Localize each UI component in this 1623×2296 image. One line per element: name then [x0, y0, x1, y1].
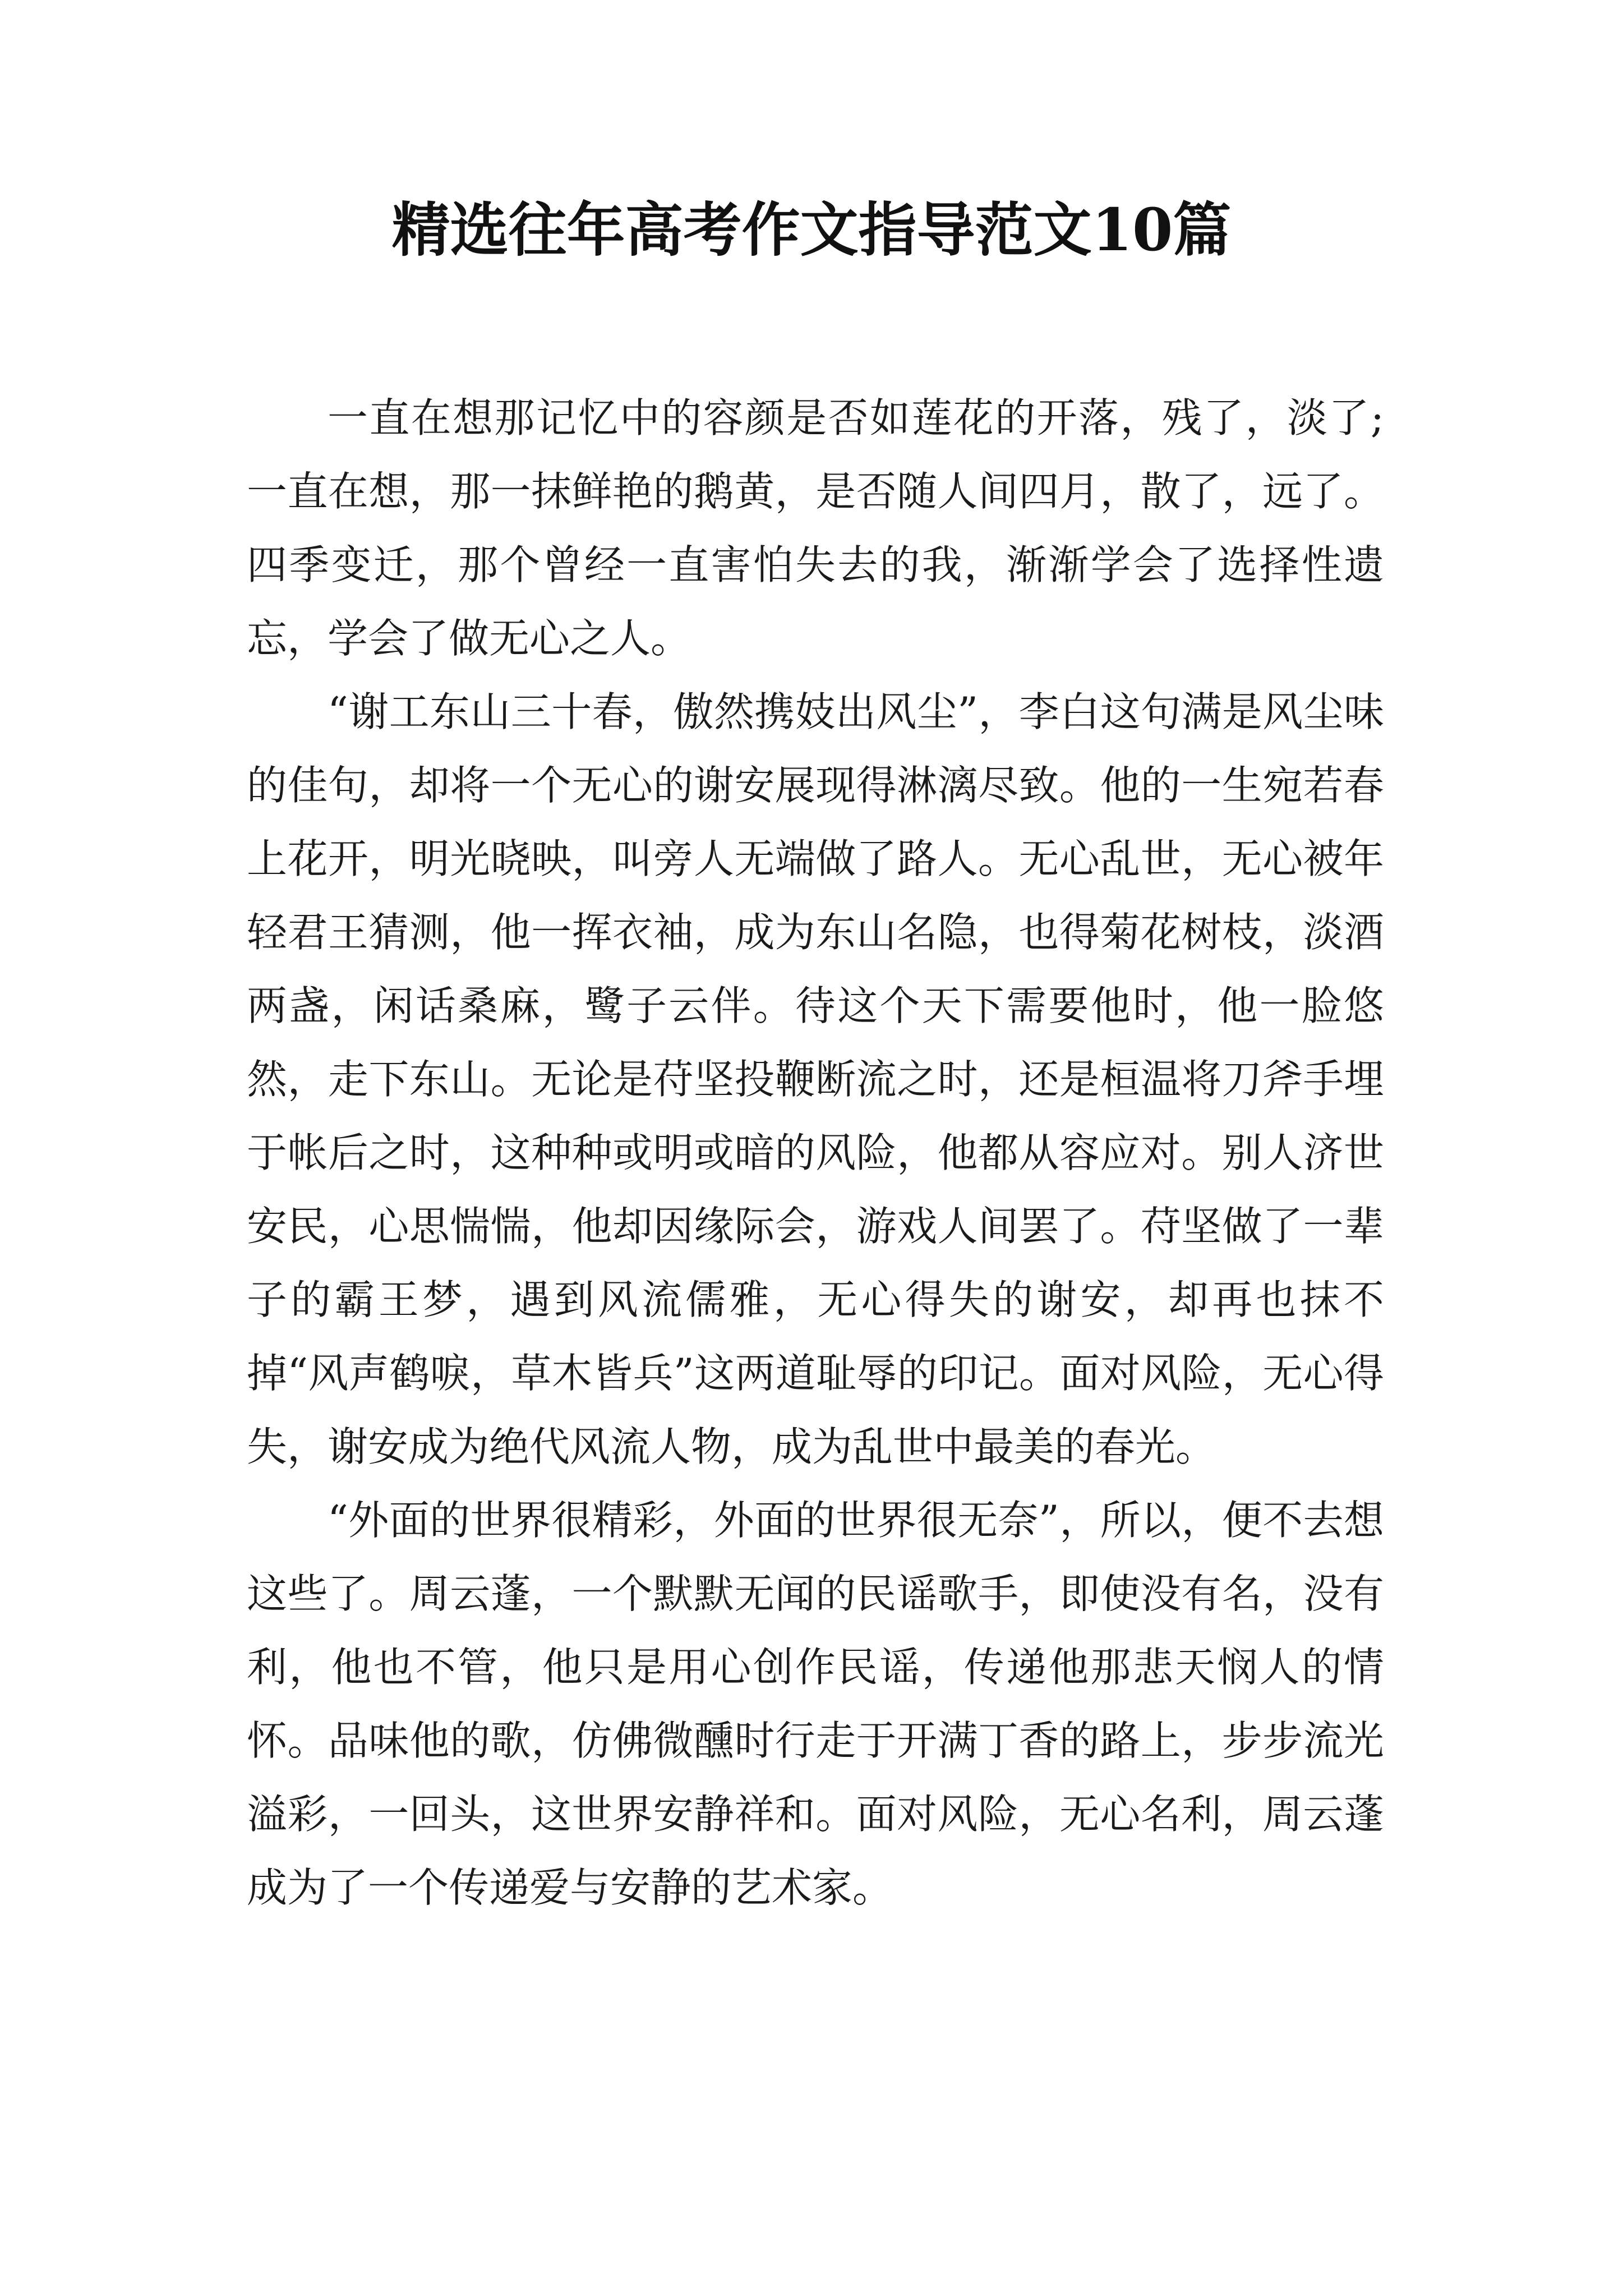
paragraph-3: “外面的世界很精彩，外面的世界很无奈”，所以，便不去想这些了。周云蓬，一个默默无闻的民谣歌手，即使没有名，没有利，他也不管，他只是用心创作民谣，传递他那悲天悯人的情怀。品味他的歌，仿佛微醺时行走于开满丁香的路上，步步流光溢彩，一回头，这世界安静祥和。面对风险，无心名利，周云蓬成为了一个传递爱与安静的艺术家。 — [247, 1497, 1384, 1911]
document-body — [247, 381, 1384, 1925]
paragraph-2: “谢工东山三十春，傲然携妓出风尘”，李白这句满是风尘味的佳句，却将一个无心的谢安展现得淋漓尽致。他的一生宛若春上花开，明光晓映，叫旁人无端做了路人。无心乱世，无心被年轻君王猜测，他一挥衣袖，成为东山名隐，也得菊花树枝，淡酒两盏，闲话桑麻，鹭子云伴。待这个天下需要他时，他一脸悠然，走下东山。无论是苻坚投鞭断流之时，还是桓温将刀斧手埋于帐后之时，这种种或明或暗的风险，他都从容应对。别人济世安民，心思惴惴，他却因缘际会，游戏人间罢了。苻坚做了一辈子的霸王梦，遇到风流儒雅，无心得失的谢安，却再也抹不掉“风声鹤唳，草木皆兵”这两道耻辱的印记。面对风险，无心得失，谢安成为绝代风流人物，成为乱世中最美的春光。 — [247, 688, 1384, 1470]
document-title: 精选往年高考作文指导范文10篇 — [391, 195, 1232, 264]
paragraph-1: 一直在想那记忆中的容颜是否如莲花的开落，残了，淡了;一直在想，那一抹鲜艳的鹅黄，是否随人间四月，散了，远了。四季变迁，那个曾经一直害怕失去的我，渐渐学会了选择性遗忘，学会了做无心之人。 — [247, 394, 1384, 662]
